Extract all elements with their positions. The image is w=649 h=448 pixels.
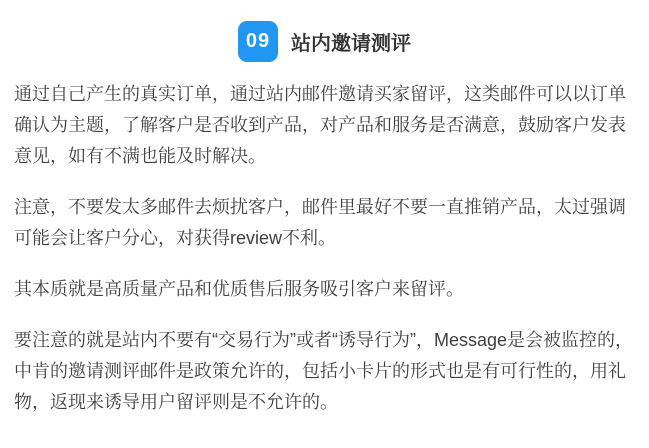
body-paragraph: 注意，不要发太多邮件去烦扰客户，邮件里最好不要一直推销产品，太过强调可能会让客户分心，对获得review不利。 bbox=[14, 197, 626, 248]
article-body bbox=[0, 62, 649, 418]
body-paragraph: 要注意的就是站内不要有“交易行为”或者“诱导行为”，Message是会被监控的，中肯的邀请测评邮件是政策允许的，包括小卡片的形式也是有可行性的，用礼物，返现来诱导用户留评则是不允许的。 bbox=[14, 330, 634, 412]
body-paragraph: 其本质就是高质量产品和优质售后服务吸引客户来留评。 bbox=[14, 279, 464, 299]
section-title: 站内邀请测评 bbox=[291, 33, 411, 55]
section-header bbox=[0, 0, 649, 62]
section-number-badge: 09 bbox=[238, 21, 278, 62]
body-paragraph: 通过自己产生的真实订单，通过站内邮件邀请买家留评，这类邮件可以以订单确认为主题，了解客户是否收到产品，对产品和服务是否满意，鼓励客户发表意见，如有不满也能及时解决。 bbox=[14, 84, 626, 166]
